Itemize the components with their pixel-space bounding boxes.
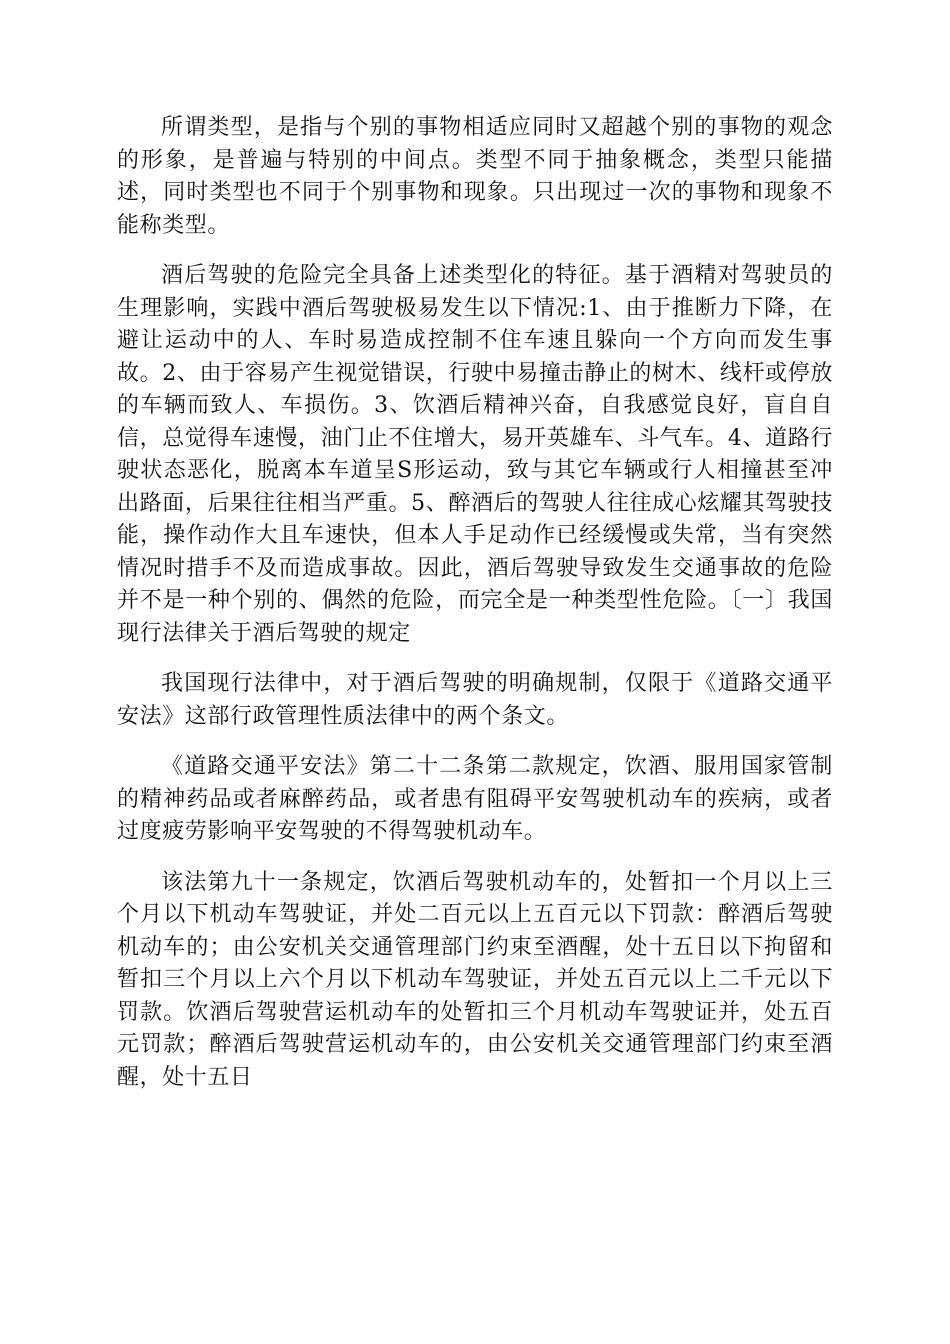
paragraph-drunk-driving-danger: 酒后驾驶的危险完全具备上述类型化的特征。基于酒精对驾驶员的生理影响，实践中酒后驾驶极易发生以下情况:1、由于推断力下降，在避让运动中的人、车时易造成控制不住车速且躲向一个方向而发生事故。2、由于容易产生视觉错误，行驶中易撞击静止的树木、线杆或停放的车辆而致人、车损伤。3、饮酒后精神兴奋，自我感觉良好，盲自自信，总觉得车速慢，油门止不住增大，易开英雄车、斗气车。4、道路行驶状态恶化，脱离本车道呈S形运动，致与其它车辆或行人相撞甚至冲出路面，后果往往相当严重。5、醉酒后的驾驶人往往成心炫耀其驾驶技能，操作动作大且车速快，但本人手足动作已经缓慢或失常，当有突然情况时措手不及而造成事故。因此，酒后驾驶导致发生交通事故的危险并不是一种个别的、偶然的危险，而完全是一种类型性危险。〔一〕我国现行法律关于酒后驾驶的规定 xyxy=(117,263,833,646)
paragraph-article-22: 《道路交通平安法》第二十二条第二款规定，饮酒、服用国家管制的精神药品或者麻醉药品，或者患有阻碍平安驾驶机动车的疾病，或者过度疲劳影响平安驾驶的不得驾驶机动车。 xyxy=(117,754,833,844)
paragraph-current-law: 我国现行法律中，对于酒后驾驶的明确规制，仅限于《道路交通平安法》这部行政管理性质法律中的两个条文。 xyxy=(117,671,833,729)
paragraph-article-91: 该法第九十一条规定，饮酒后驾驶机动车的，处暂扣一个月以上三个月以下机动车驾驶证，并处二百元以上五百元以下罚款：醉酒后驾驶机动车的；由公安机关交通管理部门约束至酒醒，处十五日以下拘留和暂扣三个月以上六个月以下机动车驾驶证，并处五百元以上二千元以下罚款。饮酒后驾驶营运机动车的处暂扣三个月机动车驾驶证并，处五百元罚款；醉酒后驾驶营运机动车的，由公安机关交通管理部门约束至酒醒，处十五日 xyxy=(117,869,833,1090)
paragraph-type-definition: 所谓类型，是指与个别的事物相适应同时又超越个别的事物的观念的形象，是普遍与特别的中间点。类型不同于抽象概念，类型只能描述，同时类型也不同于个别事物和现象。只出现过一次的事物和现象不能称类型。 xyxy=(117,115,833,238)
document-page xyxy=(117,112,833,1112)
